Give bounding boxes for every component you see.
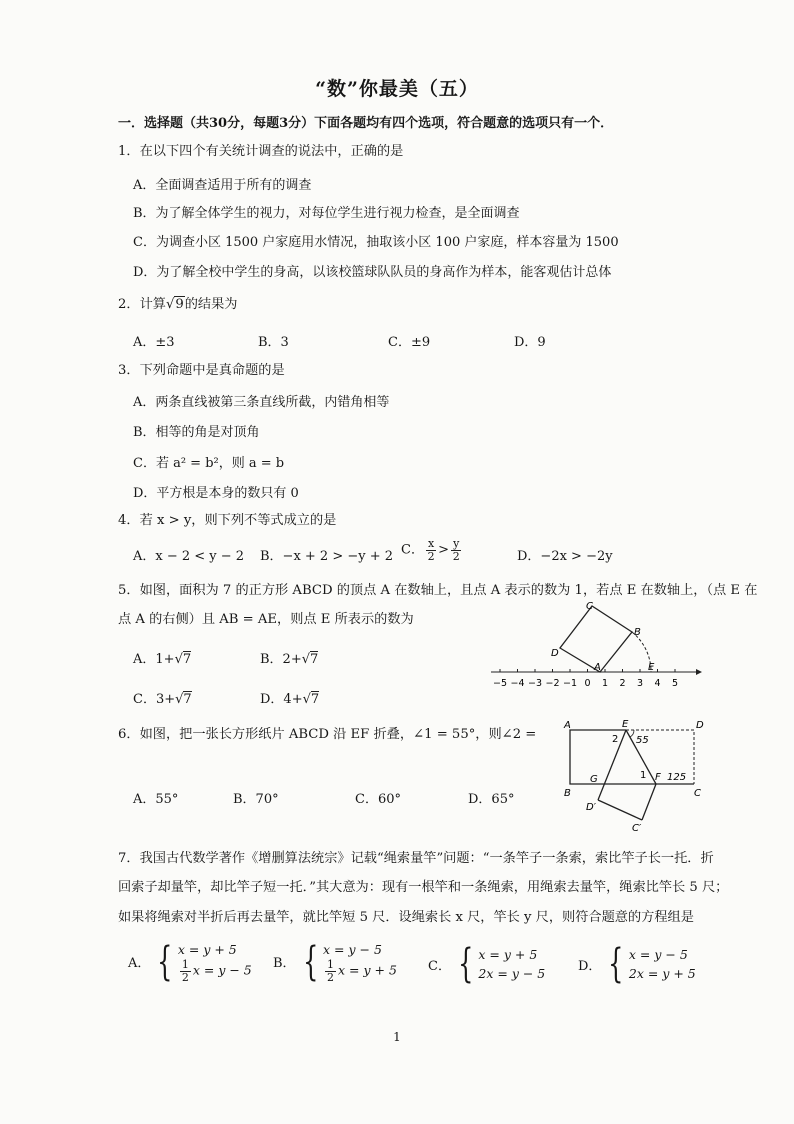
q5-c-pre: C．3+ <box>133 692 176 707</box>
q6-label-d: D <box>696 720 704 731</box>
q6-angle-mark <box>630 730 634 737</box>
q5-arrowhead <box>696 669 702 675</box>
q5-option-a: A．1+√7 <box>133 652 192 667</box>
q5-tick-label: −4 <box>510 678 525 689</box>
page-title: “数”你最美（五） <box>315 78 479 100</box>
q7-a-half-den: 2 <box>181 970 189 984</box>
q4-c-right-frac <box>451 538 461 562</box>
q7-line3: 如果将绳索对半折后再去量竿，就比竿短 5 尺．设绳索长 x 尺，竿长 y 尺，则符合题意的方程组是 <box>118 910 694 925</box>
q6-stem: 6．如图，把一张长方形纸片 ABCD 沿 EF 折叠，∠1 = 55°，则∠2 = <box>118 727 537 742</box>
q4-option-b: B．−x + 2 > −y + 2 <box>260 549 394 564</box>
q4-c-right-den: 2 <box>452 549 460 563</box>
q6-figure <box>560 716 710 836</box>
q5-label-d: D <box>551 648 559 659</box>
q5-tick-label: 1 <box>601 678 609 689</box>
q6-option-d: D．65° <box>468 792 515 807</box>
q2-option-a: A．±3 <box>133 335 175 350</box>
q6-d-c-prime <box>598 800 642 820</box>
q7-b-brace: { <box>302 938 318 985</box>
q4-stem: 4．若 x > y，则下列不等式成立的是 <box>118 513 337 528</box>
q2-stem-post: 的结果为 <box>184 297 238 312</box>
q5-tick-label: 0 <box>584 678 591 689</box>
q5-tick-label: 5 <box>671 678 679 689</box>
q6-label-f: F <box>655 772 661 783</box>
q5-line2: 点 A 的右侧）且 AB = AE，则点 E 所表示的数为 <box>118 612 414 627</box>
q5-option-b: B．2+√7 <box>260 652 319 667</box>
q1-stem: 1．在以下四个有关统计调查的说法中，正确的是 <box>118 144 404 159</box>
q2-option-b: B．3 <box>258 335 289 350</box>
q4-c-op: > <box>438 542 450 558</box>
q5-a-rad: 7 <box>182 652 192 667</box>
q4-c-left-num: x <box>427 537 435 550</box>
q4-option-a: A．x − 2 < y − 2 <box>133 549 245 564</box>
q5-tick-label: −2 <box>545 678 560 689</box>
q7-d-eq2: 2x = y + 5 <box>628 966 696 981</box>
q5-line1: 5．如图，面积为 7 的正方形 ABCD 的顶点 A 在数轴上，且点 A 表示的数为 1，若点 E 在数轴上，（点 E 在 <box>118 583 758 598</box>
q7-line1: 7．我国古代数学著作《增删算法统宗》记载“绳索量竿”问题：“一条竿子一条索，索比竿子长一托．折 <box>118 851 714 866</box>
q5-label-a: A <box>594 662 601 673</box>
q3-stem: 3．下列命题中是真命题的是 <box>118 363 285 378</box>
q7-a-eq2-row <box>178 959 252 983</box>
q4-c-label: C． <box>401 542 424 558</box>
q7-a-brace: { <box>157 938 173 985</box>
q3-option-b: B．相等的角是对顶角 <box>133 425 260 440</box>
q7-c-eq2: 2x = y − 5 <box>478 966 546 981</box>
q7-c-brace: { <box>458 941 474 987</box>
q4-c-right-num: y <box>453 537 460 550</box>
q1-option-a: A．全面调查适用于所有的调查 <box>133 178 312 193</box>
q6-c-prime-f <box>642 784 656 820</box>
q7-option-c <box>428 941 546 987</box>
q6-label-e: E <box>622 719 629 730</box>
q3-option-a: A．两条直线被第三条直线所截，内错角相等 <box>133 395 390 410</box>
q6-option-b: B．70° <box>233 792 279 807</box>
q1-option-b: B．为了解全体学生的视力，对每位学生进行视力检查，是全面调查 <box>133 206 520 221</box>
q6-label-55: 55 <box>636 735 649 746</box>
q7-b-eq2: x = y + 5 <box>338 962 397 978</box>
q7-d-brace: { <box>608 941 624 987</box>
q6-label-d-prime: D′ <box>586 802 596 813</box>
q5-option-c: C．3+√7 <box>133 692 192 707</box>
q7-b-half-num: 1 <box>327 958 335 972</box>
q4-option-d: D．−2x > −2y <box>517 549 613 564</box>
section-heading: 一．选择题（共30分，每题3分）下面各题均有四个选项，符合题意的选项只有一个． <box>118 116 614 131</box>
q7-b-half-den: 2 <box>327 970 335 984</box>
q5-c-rad: 7 <box>183 692 192 707</box>
q3-option-d: D．平方根是本身的数只有 0 <box>133 486 299 501</box>
q5-label-b: B <box>634 627 641 638</box>
q5-a-pre: A．1+ <box>133 652 175 667</box>
q7-a-eq1: x = y + 5 <box>177 942 237 957</box>
q7-a-label: A． <box>128 956 151 972</box>
q5-b-pre: B．2+ <box>260 652 302 667</box>
q2-sqrt: √9 <box>165 297 184 312</box>
q7-a-half-num: 1 <box>181 958 189 972</box>
q7-option-b <box>273 940 397 983</box>
q5-d-rad: 7 <box>310 692 320 707</box>
q5-tick-label: 3 <box>636 678 644 689</box>
q7-option-d <box>578 941 696 987</box>
q5-tick-label: 4 <box>654 678 661 689</box>
q5-d-pre: D．4+ <box>260 692 303 707</box>
q4-option-c <box>401 538 463 562</box>
q7-c-eq1: x = y + 5 <box>478 946 538 962</box>
q1-option-c: C．为调查小区 1500 户家庭用水情况，抽取该小区 100 户家庭，样本容量为 1500 <box>133 235 619 250</box>
q5-label-c: C <box>586 601 593 612</box>
q2-stem-pre: 2．计算 <box>118 297 166 312</box>
q5-option-d: D．4+√7 <box>260 692 320 707</box>
q5-b-rad: 7 <box>310 652 319 667</box>
q7-option-a <box>128 940 252 983</box>
q6-label-2: 2 <box>612 734 619 745</box>
q5-tick-label: 2 <box>619 678 626 689</box>
q7-b-label: B． <box>273 956 296 972</box>
q7-a-eq2: x = y − 5 <box>192 962 252 978</box>
q7-b-eq2-row <box>323 959 397 983</box>
q5-label-e: E <box>648 662 655 673</box>
q7-b-eq1: x = y − 5 <box>323 942 382 957</box>
q4-c-left-frac <box>426 538 436 562</box>
q7-c-label: C． <box>428 958 451 974</box>
q5-tick-label: −1 <box>562 678 578 689</box>
q5-tick-label: −5 <box>492 678 508 689</box>
q2-option-c: C．±9 <box>388 335 431 350</box>
q6-label-1: 1 <box>640 770 647 781</box>
q6-label-125: 125 <box>667 772 687 783</box>
q6-label-g: G <box>590 774 598 785</box>
q6-label-c: C <box>694 788 701 799</box>
q6-label-b: B <box>564 788 571 799</box>
q7-line2: 回索子却量竿，却比竿子短一托．”其大意为：现有一根竿和一条绳索，用绳索去量竿，绳索比竿长 5 尺； <box>118 880 729 895</box>
q4-c-left-den: 2 <box>427 549 435 563</box>
page-number: 1 <box>393 1030 401 1044</box>
q5-figure <box>486 600 702 700</box>
q6-option-a: A．55° <box>133 792 179 807</box>
q6-option-c: C．60° <box>355 792 401 807</box>
q2-option-d: D．9 <box>514 335 546 350</box>
q7-d-eq1: x = y − 5 <box>628 946 688 962</box>
q2-radicand: 9 <box>175 297 184 312</box>
q7-d-label: D． <box>578 958 602 974</box>
q3-option-c: C．若 a² = b²，则 a = b <box>133 456 285 471</box>
q1-option-d: D．为了解全校中学生的身高，以该校篮球队队员的身高作为样本，能客观估计总体 <box>133 265 612 280</box>
q6-label-a: A <box>564 720 571 731</box>
q6-label-c-prime: C′ <box>632 823 642 834</box>
q5-tick-label: −3 <box>527 678 543 689</box>
q2-stem <box>118 296 238 314</box>
